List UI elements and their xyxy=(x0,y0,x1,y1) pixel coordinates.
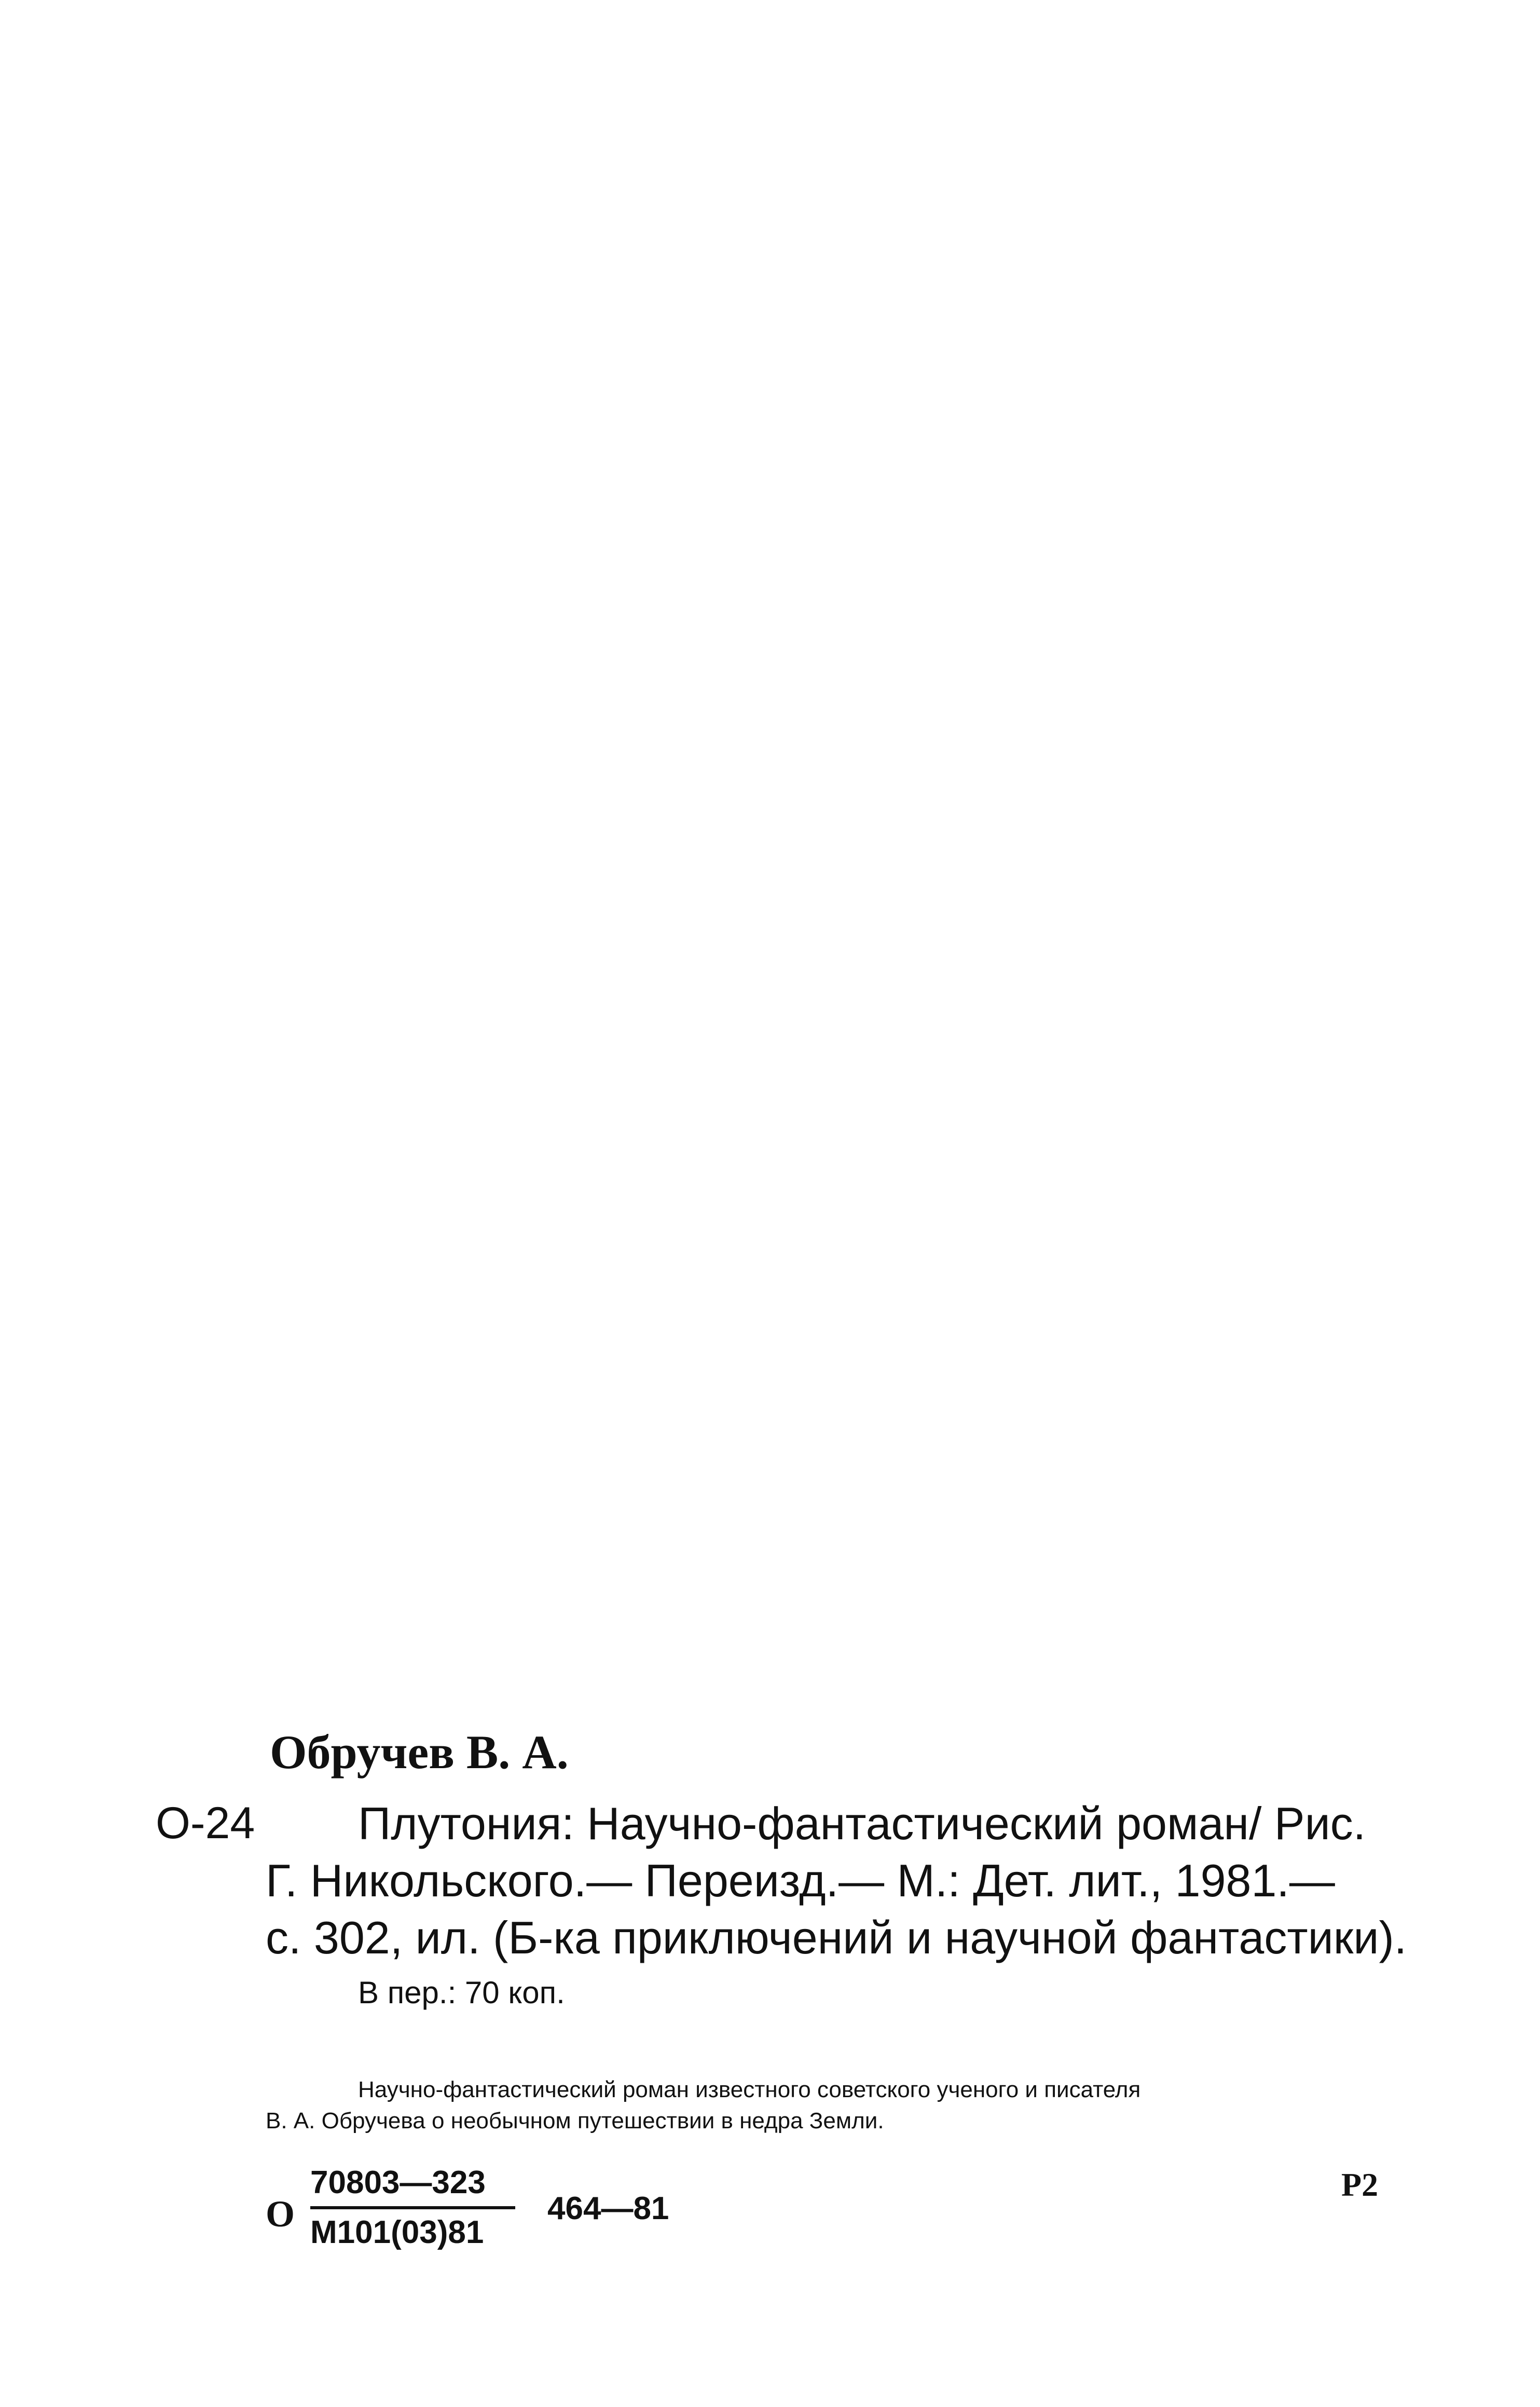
annotation-line: В. А. Обручева о необычном путешествии в недра Земли. xyxy=(266,2108,884,2134)
index-letter: О xyxy=(266,2193,295,2235)
classification-code: О-24 xyxy=(156,1798,255,1848)
index-fraction xyxy=(310,2167,520,2249)
index-denominator: М101(03)81 xyxy=(310,2214,484,2250)
price-line: В пер.: 70 коп. xyxy=(358,1975,565,2010)
index-numerator: 70803—323 xyxy=(310,2165,486,2200)
bibliographic-line: Г. Никольского.— Переизд.— М.: Дет. лит., 1981.— xyxy=(266,1855,1335,1906)
bibliographic-line: Плутония: Научно-фантастический роман/ Рис. xyxy=(358,1798,1366,1849)
bibliographic-line: с. 302, ил. (Б-ка приключений и научной фантастики). xyxy=(266,1912,1407,1963)
bbk-code: Р2 xyxy=(1341,2166,1379,2203)
order-code: 464—81 xyxy=(547,2191,669,2226)
annotation-line: Научно-фантастический роман известного советского ученого и писателя xyxy=(358,2077,1141,2102)
author-name: Обручев В. А. xyxy=(270,1726,569,1779)
